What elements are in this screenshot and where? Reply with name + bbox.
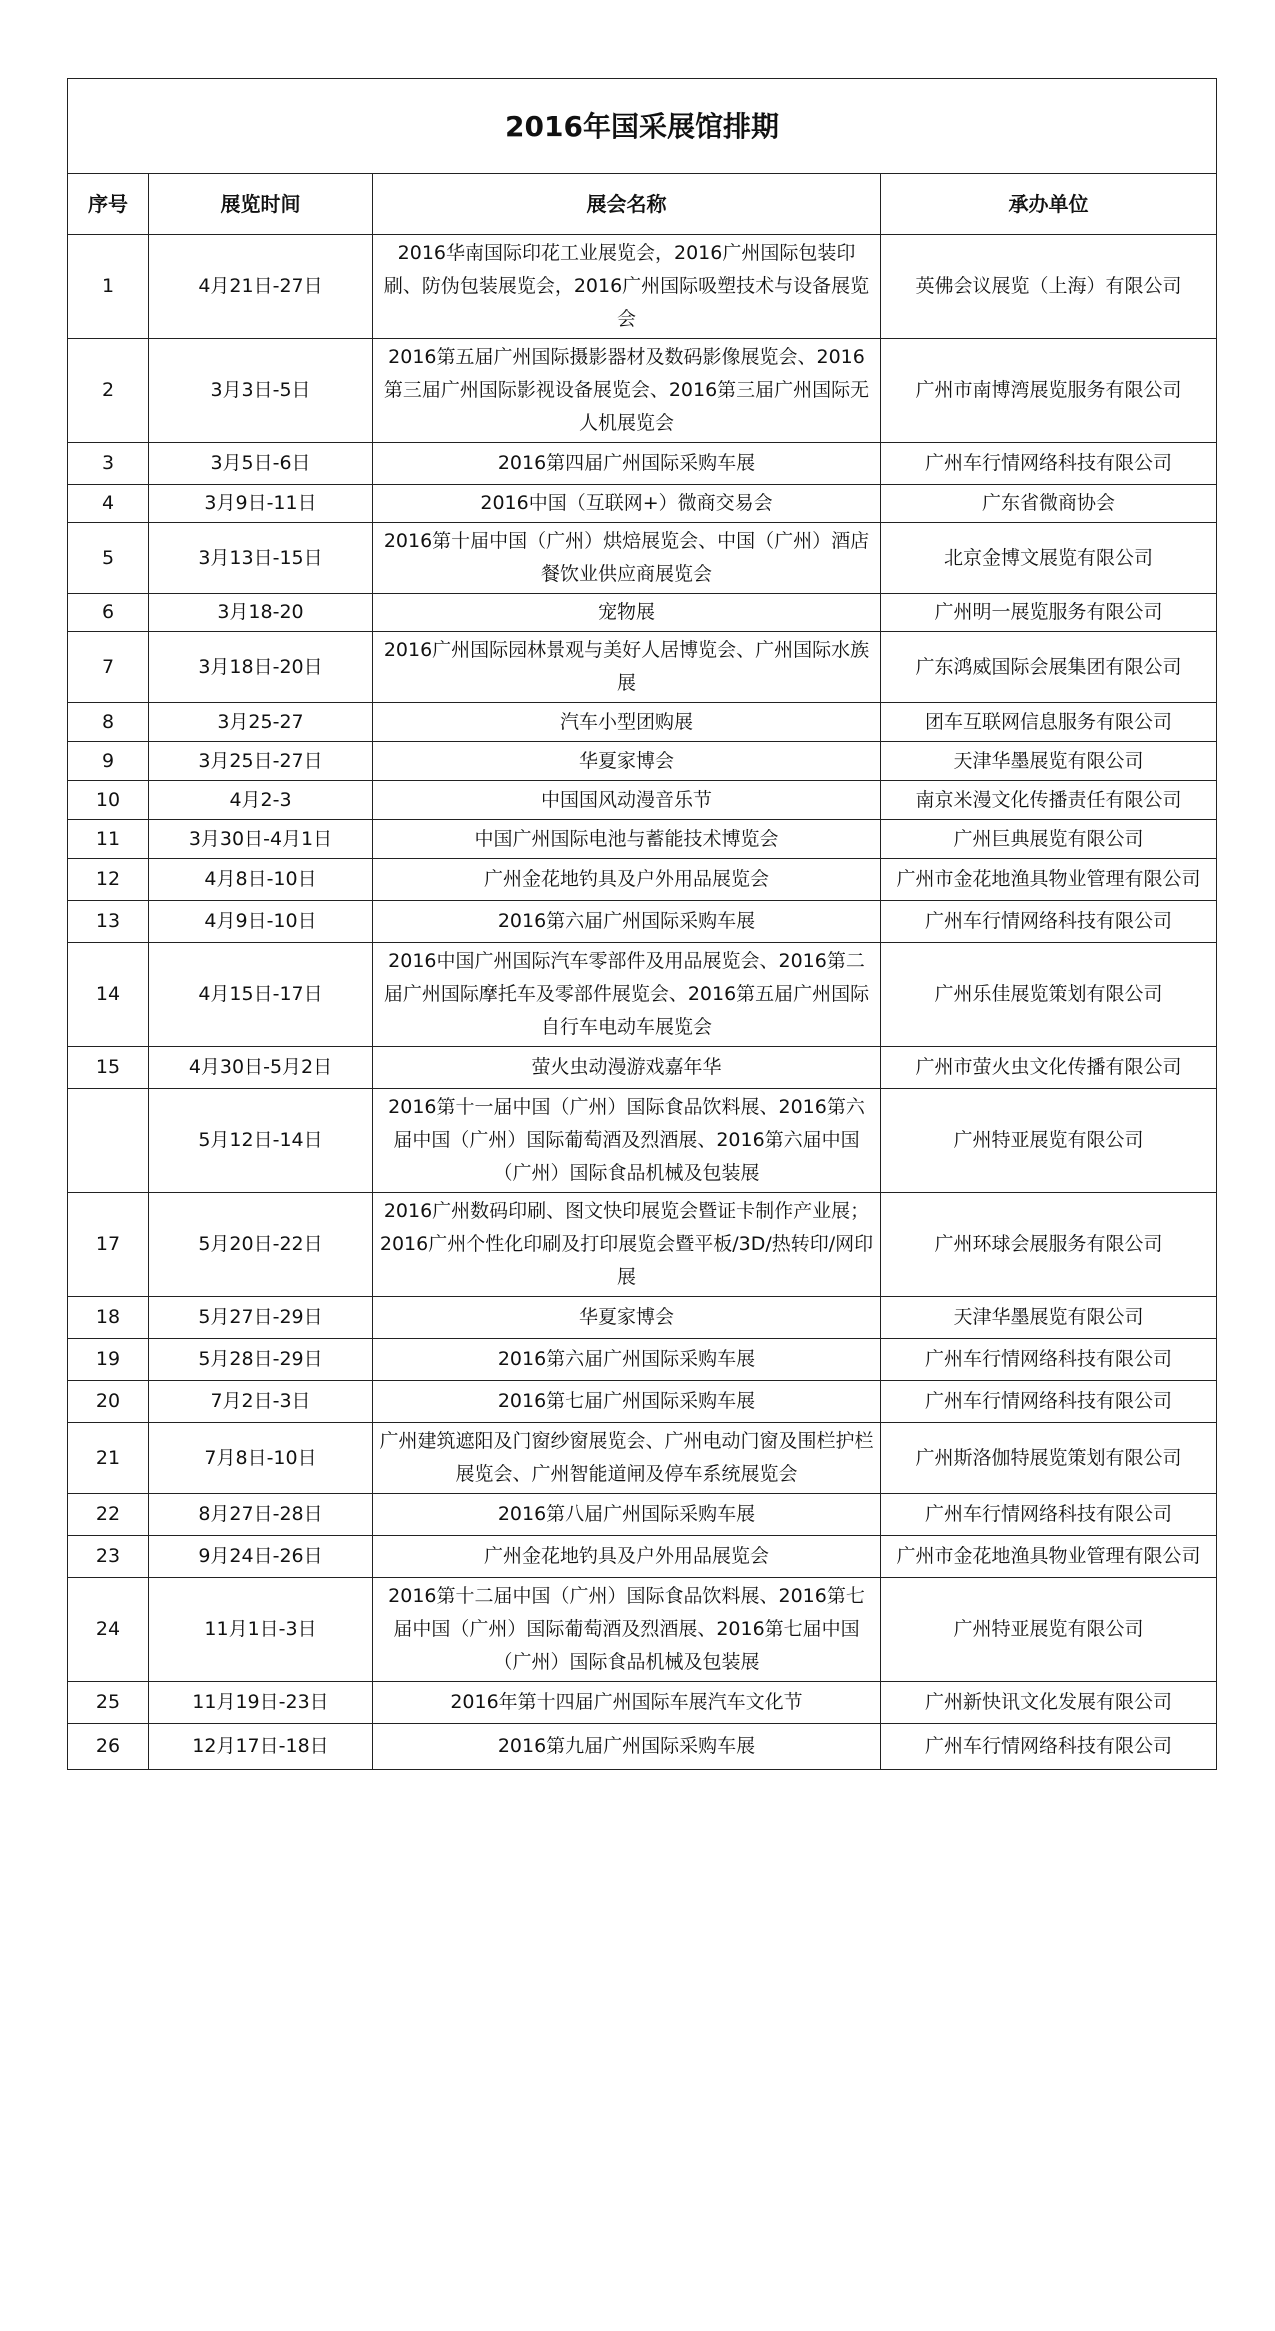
cell-org: 广州环球会展服务有限公司	[881, 1193, 1217, 1297]
cell-date: 11月19日-23日	[149, 1682, 373, 1724]
cell-org: 广州斯洛伽特展览策划有限公司	[881, 1423, 1217, 1494]
table-row	[68, 1089, 1217, 1193]
cell-name: 萤火虫动漫游戏嘉年华	[373, 1047, 881, 1089]
cell-date: 3月3日-5日	[149, 339, 373, 443]
table-row	[68, 339, 1217, 443]
cell-date: 9月24日-26日	[149, 1536, 373, 1578]
cell-org: 广东省微商协会	[881, 485, 1217, 523]
cell-date: 11月1日-3日	[149, 1578, 373, 1682]
schedule-document	[67, 78, 1216, 1770]
cell-org: 广州巨典展览有限公司	[881, 820, 1217, 859]
cell-date: 4月9日-10日	[149, 901, 373, 943]
cell-seq	[68, 1089, 149, 1193]
cell-seq: 6	[68, 594, 149, 632]
table-row	[68, 1193, 1217, 1297]
page-title: 2016年国采展馆排期	[68, 79, 1217, 174]
cell-seq: 5	[68, 523, 149, 594]
cell-org: 天津华墨展览有限公司	[881, 742, 1217, 781]
table-row	[68, 1423, 1217, 1494]
cell-seq: 18	[68, 1297, 149, 1339]
cell-date: 5月28日-29日	[149, 1339, 373, 1381]
cell-org: 广州车行情网络科技有限公司	[881, 1381, 1217, 1423]
cell-date: 5月20日-22日	[149, 1193, 373, 1297]
table-row	[68, 632, 1217, 703]
cell-org: 北京金博文展览有限公司	[881, 523, 1217, 594]
cell-name: 2016广州数码印刷、图文快印展览会暨证卡制作产业展；2016广州个性化印刷及打印展览会暨平板/3D/热转印/网印展	[373, 1193, 881, 1297]
cell-seq: 25	[68, 1682, 149, 1724]
table-row	[68, 703, 1217, 742]
cell-org: 广州市金花地渔具物业管理有限公司	[881, 1536, 1217, 1578]
cell-org: 团车互联网信息服务有限公司	[881, 703, 1217, 742]
cell-date: 3月25日-27日	[149, 742, 373, 781]
table-row	[68, 1297, 1217, 1339]
cell-date: 5月27日-29日	[149, 1297, 373, 1339]
column-header-row	[68, 174, 1217, 235]
cell-name: 2016第四届广州国际采购车展	[373, 443, 881, 485]
title-row	[68, 79, 1217, 174]
column-header-seq: 序号	[68, 174, 149, 235]
schedule-body	[68, 235, 1217, 1770]
table-row	[68, 1381, 1217, 1423]
cell-org: 广州特亚展览有限公司	[881, 1089, 1217, 1193]
table-row	[68, 443, 1217, 485]
cell-seq: 4	[68, 485, 149, 523]
cell-seq: 20	[68, 1381, 149, 1423]
cell-date: 3月30日-4月1日	[149, 820, 373, 859]
cell-date: 3月9日-11日	[149, 485, 373, 523]
cell-name: 2016第九届广州国际采购车展	[373, 1724, 881, 1770]
cell-seq: 11	[68, 820, 149, 859]
table-row	[68, 901, 1217, 943]
cell-org: 英佛会议展览（上海）有限公司	[881, 235, 1217, 339]
cell-name: 广州金花地钓具及户外用品展览会	[373, 1536, 881, 1578]
cell-org: 广州市萤火虫文化传播有限公司	[881, 1047, 1217, 1089]
table-row	[68, 820, 1217, 859]
cell-seq: 14	[68, 943, 149, 1047]
cell-seq: 15	[68, 1047, 149, 1089]
cell-seq: 3	[68, 443, 149, 485]
cell-date: 8月27日-28日	[149, 1494, 373, 1536]
schedule-table	[67, 78, 1217, 1770]
table-row	[68, 1494, 1217, 1536]
cell-name: 2016广州国际园林景观与美好人居博览会、广州国际水族展	[373, 632, 881, 703]
cell-name: 2016第十届中国（广州）烘焙展览会、中国（广州）酒店餐饮业供应商展览会	[373, 523, 881, 594]
cell-name: 宠物展	[373, 594, 881, 632]
cell-name: 2016年第十四届广州国际车展汽车文化节	[373, 1682, 881, 1724]
cell-org: 广东鸿威国际会展集团有限公司	[881, 632, 1217, 703]
table-row	[68, 1339, 1217, 1381]
cell-org: 广州市南博湾展览服务有限公司	[881, 339, 1217, 443]
cell-org: 广州车行情网络科技有限公司	[881, 1494, 1217, 1536]
cell-org: 广州市金花地渔具物业管理有限公司	[881, 859, 1217, 901]
cell-seq: 2	[68, 339, 149, 443]
cell-org: 广州车行情网络科技有限公司	[881, 1339, 1217, 1381]
cell-seq: 8	[68, 703, 149, 742]
cell-name: 2016第十一届中国（广州）国际食品饮料展、2016第六届中国（广州）国际葡萄酒及烈酒展、2016第六届中国（广州）国际食品机械及包装展	[373, 1089, 881, 1193]
cell-org: 广州乐佳展览策划有限公司	[881, 943, 1217, 1047]
cell-date: 3月25-27	[149, 703, 373, 742]
cell-date: 3月18-20	[149, 594, 373, 632]
cell-name: 广州建筑遮阳及门窗纱窗展览会、广州电动门窗及围栏护栏展览会、广州智能道闸及停车系统展览会	[373, 1423, 881, 1494]
cell-name: 2016第六届广州国际采购车展	[373, 901, 881, 943]
cell-name: 2016第七届广州国际采购车展	[373, 1381, 881, 1423]
table-row	[68, 781, 1217, 820]
cell-name: 汽车小型团购展	[373, 703, 881, 742]
cell-date: 12月17日-18日	[149, 1724, 373, 1770]
cell-seq: 9	[68, 742, 149, 781]
cell-seq: 1	[68, 235, 149, 339]
cell-org: 广州车行情网络科技有限公司	[881, 901, 1217, 943]
table-row	[68, 943, 1217, 1047]
cell-seq: 23	[68, 1536, 149, 1578]
cell-name: 2016第十二届中国（广州）国际食品饮料展、2016第七届中国（广州）国际葡萄酒及烈酒展、2016第七届中国（广州）国际食品机械及包装展	[373, 1578, 881, 1682]
cell-name: 2016第五届广州国际摄影器材及数码影像展览会、2016第三届广州国际影视设备展览会、2016第三届广州国际无人机展览会	[373, 339, 881, 443]
table-row	[68, 1682, 1217, 1724]
column-header-date: 展览时间	[149, 174, 373, 235]
table-row	[68, 859, 1217, 901]
column-header-name: 展会名称	[373, 174, 881, 235]
table-row	[68, 1724, 1217, 1770]
table-row	[68, 742, 1217, 781]
table-row	[68, 594, 1217, 632]
cell-seq: 10	[68, 781, 149, 820]
table-row	[68, 1536, 1217, 1578]
cell-date: 7月8日-10日	[149, 1423, 373, 1494]
cell-seq: 21	[68, 1423, 149, 1494]
cell-org: 广州特亚展览有限公司	[881, 1578, 1217, 1682]
cell-date: 4月2-3	[149, 781, 373, 820]
cell-name: 2016中国（互联网+）微商交易会	[373, 485, 881, 523]
table-row	[68, 485, 1217, 523]
cell-name: 2016第六届广州国际采购车展	[373, 1339, 881, 1381]
cell-seq: 13	[68, 901, 149, 943]
cell-org: 广州车行情网络科技有限公司	[881, 443, 1217, 485]
cell-date: 4月15日-17日	[149, 943, 373, 1047]
cell-name: 2016第八届广州国际采购车展	[373, 1494, 881, 1536]
cell-seq: 24	[68, 1578, 149, 1682]
cell-date: 4月30日-5月2日	[149, 1047, 373, 1089]
cell-name: 2016中国广州国际汽车零部件及用品展览会、2016第二届广州国际摩托车及零部件展览会、2016第五届广州国际自行车电动车展览会	[373, 943, 881, 1047]
cell-name: 华夏家博会	[373, 1297, 881, 1339]
cell-date: 4月21日-27日	[149, 235, 373, 339]
cell-seq: 26	[68, 1724, 149, 1770]
cell-date: 5月12日-14日	[149, 1089, 373, 1193]
cell-seq: 19	[68, 1339, 149, 1381]
cell-date: 4月8日-10日	[149, 859, 373, 901]
cell-org: 天津华墨展览有限公司	[881, 1297, 1217, 1339]
cell-seq: 7	[68, 632, 149, 703]
cell-seq: 12	[68, 859, 149, 901]
cell-seq: 22	[68, 1494, 149, 1536]
cell-name: 2016华南国际印花工业展览会，2016广州国际包装印刷、防伪包装展览会，2016广州国际吸塑技术与设备展览会	[373, 235, 881, 339]
cell-name: 中国国风动漫音乐节	[373, 781, 881, 820]
cell-name: 华夏家博会	[373, 742, 881, 781]
table-row	[68, 523, 1217, 594]
column-header-org: 承办单位	[881, 174, 1217, 235]
cell-seq: 17	[68, 1193, 149, 1297]
cell-date: 3月5日-6日	[149, 443, 373, 485]
cell-org: 南京米漫文化传播责任有限公司	[881, 781, 1217, 820]
table-row	[68, 235, 1217, 339]
cell-org: 广州明一展览服务有限公司	[881, 594, 1217, 632]
table-row	[68, 1578, 1217, 1682]
cell-date: 3月18日-20日	[149, 632, 373, 703]
cell-org: 广州新快讯文化发展有限公司	[881, 1682, 1217, 1724]
cell-org: 广州车行情网络科技有限公司	[881, 1724, 1217, 1770]
cell-date: 3月13日-15日	[149, 523, 373, 594]
cell-name: 中国广州国际电池与蓄能技术博览会	[373, 820, 881, 859]
cell-name: 广州金花地钓具及户外用品展览会	[373, 859, 881, 901]
table-row	[68, 1047, 1217, 1089]
cell-date: 7月2日-3日	[149, 1381, 373, 1423]
